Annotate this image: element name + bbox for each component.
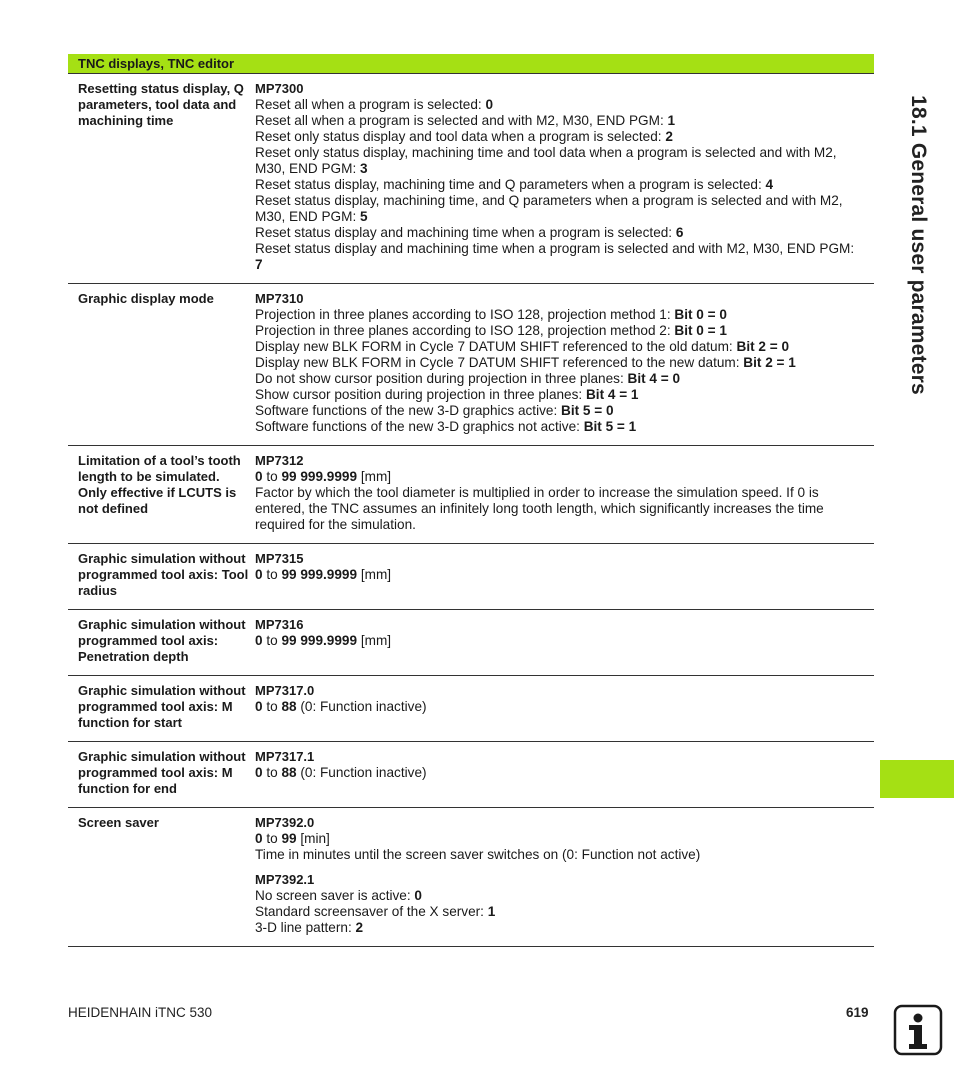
range-min: 0	[255, 567, 263, 582]
parameter-option-line	[255, 419, 864, 435]
option-value: 0	[485, 97, 494, 112]
machine-parameter-id: MP7392.1	[255, 872, 315, 887]
option-value: 0	[414, 888, 422, 903]
option-text: Reset status display and machining time when a program is selected:	[255, 225, 676, 240]
machine-parameter-id: MP7315	[255, 551, 304, 566]
option-value: Bit 0 = 1	[674, 323, 727, 338]
parameter-option-line	[255, 113, 864, 129]
option-value: 7	[255, 257, 263, 272]
machine-parameter-id: MP7310	[255, 291, 304, 306]
parameter-option-line	[255, 177, 864, 193]
option-text: Projection in three planes according to ISO 128, projection method 2:	[255, 323, 675, 338]
option-text: No screen saver is active:	[255, 888, 415, 903]
table-row	[68, 284, 874, 446]
parameter-option-line	[255, 225, 864, 241]
group-spacer	[255, 863, 864, 872]
parameter-table	[68, 54, 874, 947]
table-row	[68, 610, 874, 676]
parameter-description	[255, 683, 874, 731]
option-text: Display new BLK FORM in Cycle 7 DATUM SHIFT referenced to the old datum:	[255, 339, 737, 354]
machine-parameter-id: MP7316	[255, 617, 304, 632]
option-text: Reset all when a program is selected and with M2, M30, END PGM:	[255, 113, 668, 128]
range-separator: to	[262, 633, 282, 648]
option-value: Bit 0 = 0	[674, 307, 727, 322]
option-text: Reset only status display and tool data when a program is selected:	[255, 129, 666, 144]
option-text: Software functions of the new 3-D graphics active:	[255, 403, 562, 418]
option-value: Bit 5 = 0	[561, 403, 614, 418]
option-text: Reset status display, machining time, and Q parameters when a program is selected and with M2, M30, END PGM:	[255, 193, 843, 224]
option-value: Bit 4 = 1	[585, 387, 639, 402]
option-value: 1	[667, 113, 676, 128]
chapter-title-text: 18.1 General user parameters	[907, 95, 930, 395]
parameter-option-line	[255, 129, 864, 145]
parameter-option-line	[255, 403, 864, 419]
range-separator: to	[262, 469, 282, 484]
parameter-name: Graphic simulation without programmed tool axis: M function for start	[78, 683, 246, 730]
option-text: Reset all when a program is selected:	[255, 97, 486, 112]
parameter-name: Graphic display mode	[78, 291, 214, 306]
parameter-option-line	[255, 97, 864, 113]
machine-parameter-id: MP7312	[255, 453, 304, 468]
range-max: 88	[281, 699, 297, 714]
parameter-option-line	[255, 831, 864, 847]
parameter-name: Graphic simulation without programmed tool axis: M function for end	[78, 749, 246, 796]
option-text: Reset status display and machining time when a program is selected and with M2, M30, END PGM:	[255, 241, 855, 256]
parameter-description	[255, 749, 874, 797]
range-min: 0	[255, 765, 263, 780]
chapter-tab-marker	[880, 760, 954, 798]
option-value: Bit 5 = 1	[583, 419, 637, 434]
table-row	[68, 544, 874, 610]
parameter-option-line	[255, 485, 864, 533]
range-max: 88	[281, 765, 297, 780]
option-value: 5	[360, 209, 368, 224]
parameter-option-line	[255, 371, 864, 387]
range-unit: [mm]	[357, 469, 392, 484]
footer-product-name: HEIDENHAIN iTNC 530	[68, 1005, 213, 1020]
parameter-option-line	[255, 241, 864, 273]
range-min: 0	[255, 699, 263, 714]
parameter-option-line	[255, 847, 864, 863]
option-value: Bit 2 = 0	[736, 339, 790, 354]
option-value: 3	[360, 161, 368, 176]
option-text: Display new BLK FORM in Cycle 7 DATUM SHIFT referenced to the new datum:	[255, 355, 744, 370]
range-separator: to	[262, 567, 282, 582]
range-max: 99 999.9999	[281, 469, 358, 484]
range-max: 99 999.9999	[281, 633, 358, 648]
option-text: Reset status display, machining time and Q parameters when a program is selected:	[255, 177, 766, 192]
table-header: TNC displays, TNC editor	[68, 54, 874, 74]
range-min: 0	[255, 633, 263, 648]
parameter-option-line	[255, 469, 864, 485]
option-text: Reset only status display, machining time and tool data when a program is selected and with M2, M30, END PGM:	[255, 145, 837, 176]
option-text: 3-D line pattern:	[255, 920, 356, 935]
info-icon	[893, 1004, 943, 1056]
range-max: 99	[281, 831, 297, 846]
parameter-name: Graphic simulation without programmed tool axis: Tool radius	[78, 551, 249, 598]
table-row	[68, 742, 874, 808]
parameter-option-line	[255, 633, 864, 649]
option-value: Bit 4 = 0	[627, 371, 681, 386]
option-text: Show cursor position during projection in three planes:	[255, 387, 586, 402]
parameter-option-line	[255, 355, 864, 371]
parameter-option-line	[255, 765, 864, 781]
parameter-name: Screen saver	[78, 815, 159, 830]
option-text: Factor by which the tool diameter is multiplied in order to increase the simulation speed. If 0 is entered, the TNC assumes an infinitely long tooth length, which significantly increases the time required for the simulation.	[255, 485, 824, 532]
parameter-option-line	[255, 323, 864, 339]
machine-parameter-id: MP7300	[255, 81, 304, 96]
range-min: 0	[255, 469, 263, 484]
option-text: Projection in three planes according to ISO 128, projection method 1:	[255, 307, 675, 322]
range-separator: to	[262, 765, 282, 780]
parameter-option-line	[255, 699, 864, 715]
option-value: 6	[675, 225, 684, 240]
range-unit: [min]	[296, 831, 330, 846]
parameter-name: Limitation of a tool’s tooth length to be simulated. Only effective if LCUTS is not defined	[78, 453, 241, 516]
parameter-description	[255, 815, 874, 936]
side-chapter-title	[898, 80, 938, 410]
range-unit: [mm]	[357, 633, 392, 648]
table-row	[68, 808, 874, 947]
option-text: Do not show cursor position during projection in three planes:	[255, 371, 628, 386]
option-text: Time in minutes until the screen saver switches on (0: Function not active)	[255, 847, 701, 862]
parameter-option-line	[255, 920, 864, 936]
parameter-option-line	[255, 193, 864, 225]
option-value: 1	[487, 904, 496, 919]
machine-parameter-id: MP7317.0	[255, 683, 315, 698]
machine-parameter-id: MP7392.0	[255, 815, 315, 830]
parameter-description	[255, 453, 874, 533]
parameter-option-line	[255, 904, 864, 920]
option-value: 4	[765, 177, 774, 192]
parameter-option-line	[255, 387, 864, 403]
page-number: 619	[846, 1005, 869, 1020]
range-min: 0	[255, 831, 263, 846]
option-value: Bit 2 = 1	[743, 355, 796, 370]
parameter-name: Graphic simulation without programmed tool axis: Penetration depth	[78, 617, 246, 664]
parameter-option-line	[255, 339, 864, 355]
parameter-name: Resetting status display, Q parameters, tool data and machining time	[78, 81, 244, 128]
range-unit: [mm]	[357, 567, 392, 582]
parameter-description	[255, 551, 874, 599]
range-separator: to	[262, 699, 282, 714]
range-unit: (0: Function inactive)	[296, 699, 427, 714]
range-max: 99 999.9999	[281, 567, 358, 582]
option-text: Standard screensaver of the X server:	[255, 904, 488, 919]
table-row	[68, 446, 874, 544]
range-separator: to	[262, 831, 282, 846]
parameter-description	[255, 291, 874, 435]
parameter-option-line	[255, 307, 864, 323]
range-unit: (0: Function inactive)	[296, 765, 427, 780]
table-row	[68, 676, 874, 742]
option-value: 2	[665, 129, 673, 144]
parameter-description	[255, 617, 874, 665]
parameter-option-line	[255, 145, 864, 177]
option-value: 2	[355, 920, 364, 935]
parameter-description	[255, 81, 874, 273]
table-row	[68, 74, 874, 284]
parameter-option-line	[255, 567, 864, 583]
table-body	[68, 74, 874, 947]
machine-parameter-id: MP7317.1	[255, 749, 315, 764]
option-text: Software functions of the new 3-D graphics not active:	[255, 419, 584, 434]
parameter-option-line	[255, 888, 864, 904]
